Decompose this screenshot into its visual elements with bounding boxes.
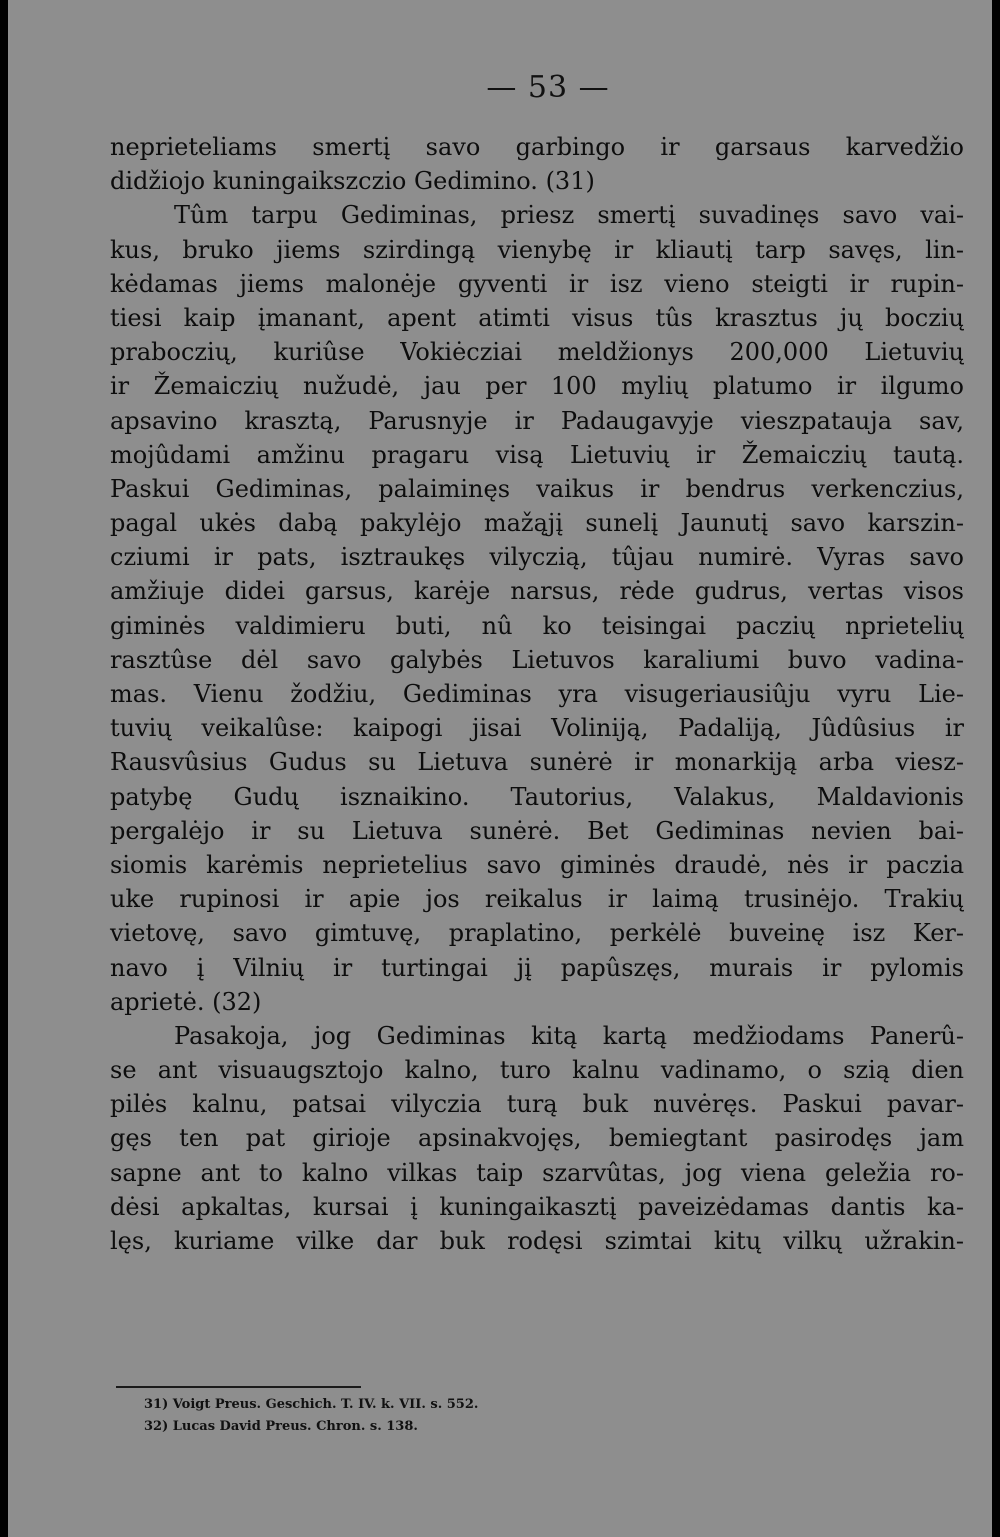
text-line: ir Žemaiczių nužudė, jau per 100 mylių platumo ir ilgumo	[110, 372, 964, 401]
text-line: praboczių, kuriûse Vokiėcziai meldžionys 200,000 Lietuvių	[110, 338, 964, 367]
footnote: 31) Voigt Preus. Geschich. T. IV. k. VII. s. 552.	[144, 1397, 479, 1412]
text-line: vietovę, savo gimtuvę, praplatino, perkėlė buveinę isz Ker-	[110, 919, 964, 948]
text-line: aprietė. (32)	[110, 987, 262, 1016]
text-line: amžiuje didei garsus, karėje narsus, rėde gudrus, vertas visos	[110, 577, 964, 606]
text-line: Pasakoja, jog Gediminas kitą kartą medžiodams Panerû-	[174, 1021, 964, 1050]
text-line: tiesi kaip įmanant, apent atimti visus tûs krasztus jų boczių	[110, 303, 964, 332]
text-line: sapne ant to kalno vilkas taip szarvûtas, jog viena geležia ro-	[110, 1158, 964, 1187]
page-number: — 53 —	[486, 70, 610, 105]
text-line: rasztûse dėl savo galybės Lietuvos karaliumi buvo vadina-	[110, 645, 964, 674]
text-line: siomis karėmis neprietelius savo giminės draudė, nės ir paczia	[110, 850, 964, 879]
text-line: pilės kalnu, patsai vilyczia turą buk nuvėręs. Paskui pavar-	[110, 1090, 964, 1119]
text-line: neprieteliams smertį savo garbingo ir garsaus karvedžio	[110, 133, 964, 161]
text-line: uke rupinosi ir apie jos reikalus ir laimą trusinėjo. Trakių	[110, 885, 964, 914]
text-line: pagal ukės dabą pakylėjo mažąjį sunelį Jaunutį savo karszin-	[110, 509, 964, 538]
body-text	[110, 130, 964, 1258]
text-line: navo į Vilnių ir turtingai jį papûszęs, murais ir pylomis	[110, 953, 964, 982]
text-line: didžiojo kuningaikszczio Gedimino. (31)	[110, 167, 595, 196]
text-line: apsavino krasztą, Parusnyje ir Padaugavyje vieszpatauja sav,	[110, 406, 964, 435]
footnote-divider	[116, 1386, 361, 1388]
text-line: Paskui Gediminas, palaiminęs vaikus ir bendrus verkenczius,	[110, 474, 964, 503]
text-line: tuvių veikalûse: kaipogi jisai Voliniją, Padaliją, Jûdûsius ir	[110, 714, 964, 743]
text-line: dėsi apkaltas, kursai į kuningaikasztį paveizėdamas dantis ka-	[110, 1192, 964, 1221]
text-line: mas. Vienu žodžiu, Gediminas yra visugeriausiûju vyru Lie-	[110, 680, 964, 708]
text-line: cziumi ir pats, isztraukęs vilyczią, tûjau numirė. Vyras savo	[110, 543, 964, 572]
text-line: gęs ten pat girioje apsinakvojęs, bemiegtant pasirodęs jam	[110, 1124, 964, 1153]
text-line: pergalėjo ir su Lietuva sunėrė. Bet Gediminas nevien bai-	[110, 816, 964, 845]
text-line: patybę Gudų isznaikino. Tautorius, Valakus, Maldavionis	[110, 782, 964, 811]
text-line: Tûm tarpu Gediminas, priesz smertį suvadinęs savo vai-	[174, 201, 964, 230]
book-page	[8, 0, 992, 1537]
text-line: kėdamas jiems malonėje gyventi ir isz vieno steigti ir rupin-	[110, 269, 964, 298]
text-line: lęs, kuriame vilke dar buk rodęsi szimtai kitų vilkų užrakin-	[110, 1227, 964, 1255]
footnotes	[144, 1394, 744, 1438]
text-line: se ant visuaugsztojo kalno, turo kalnu vadinamo, o szią dien	[110, 1056, 964, 1085]
footnote: 32) Lucas David Preus. Chron. s. 138.	[144, 1419, 418, 1434]
text-line: mojûdami amžinu pragaru visą Lietuvių ir Žemaiczių tautą.	[110, 440, 964, 469]
text-line: giminės valdimieru buti, nû ko teisingai paczių nprietelių	[110, 611, 964, 640]
text-line: kus, bruko jiems szirdingą vienybę ir kliautį tarp savęs, lin-	[110, 235, 964, 264]
text-line: Rausvûsius Gudus su Lietuva sunėrė ir monarkiją arba viesz-	[110, 748, 964, 777]
